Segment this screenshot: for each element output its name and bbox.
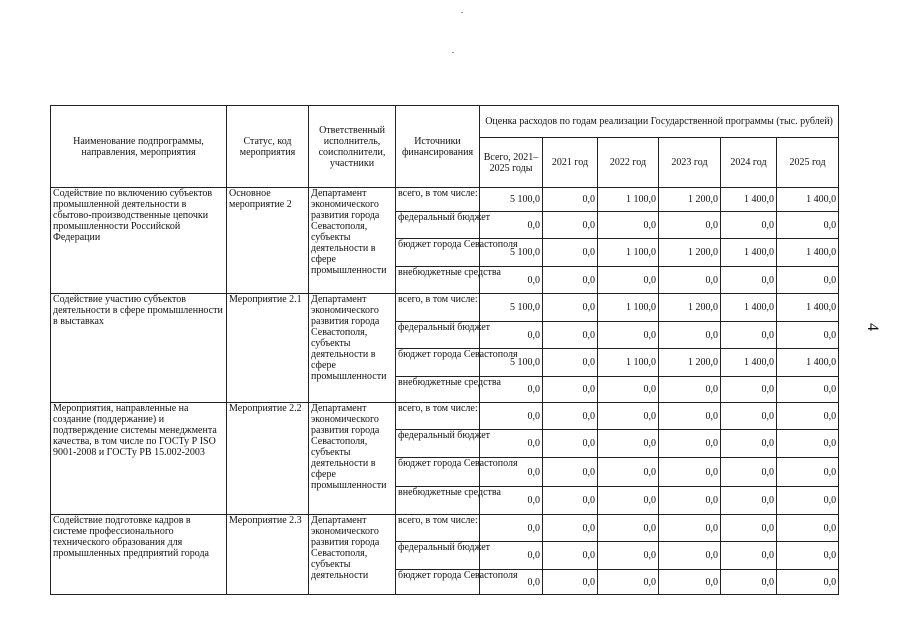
header-name: Наименование подпрограммы, направления, мероприятия — [51, 106, 227, 188]
funding-source: внебюджетные средства — [396, 377, 480, 403]
cost-value: 0,0 — [721, 542, 777, 570]
cost-value: 5 100,0 — [480, 239, 543, 267]
header-responsible: Ответственный исполнитель, соисполнители, участники — [309, 106, 396, 188]
cost-value: 0,0 — [777, 430, 839, 458]
page-number: 4 — [864, 323, 881, 331]
table-row — [51, 515, 839, 542]
cost-value: 0,0 — [480, 267, 543, 294]
funding-source: всего, в том числе: — [396, 515, 480, 542]
cost-value: 0,0 — [721, 212, 777, 239]
cost-value: 1 100,0 — [598, 239, 659, 267]
cost-value: 0,0 — [777, 570, 839, 595]
cost-value: 0,0 — [598, 570, 659, 595]
cost-value: 0,0 — [777, 267, 839, 294]
funding-source: бюджет города Севастополя — [396, 458, 480, 487]
cost-value: 0,0 — [480, 458, 543, 487]
cost-value: 5 100,0 — [480, 188, 543, 212]
funding-source: бюджет города Севастополя — [396, 570, 480, 595]
header-row — [51, 106, 839, 138]
cost-value: 5 100,0 — [480, 294, 543, 322]
cost-value: 1 100,0 — [598, 294, 659, 322]
cost-value: 0,0 — [777, 212, 839, 239]
funding-source: всего, в том числе: — [396, 188, 480, 212]
budget-table — [50, 105, 839, 595]
cost-value: 0,0 — [659, 458, 721, 487]
header-year: Всего, 2021–2025 годы — [480, 138, 543, 188]
cost-value: 0,0 — [480, 487, 543, 515]
funding-source: федеральный бюджет — [396, 430, 480, 458]
cost-value: 1 400,0 — [721, 239, 777, 267]
cost-value: 0,0 — [659, 212, 721, 239]
cost-value: 0,0 — [721, 487, 777, 515]
funding-source: федеральный бюджет — [396, 322, 480, 349]
measure-name: Содействие подготовке кадров в системе профессионального технического образования для промышленных предприятий города — [51, 515, 227, 595]
header-year: 2024 год — [721, 138, 777, 188]
scan-speck — [452, 52, 454, 53]
cost-value: 0,0 — [543, 542, 598, 570]
cost-value: 0,0 — [777, 458, 839, 487]
cost-value: 1 200,0 — [659, 349, 721, 377]
cost-value: 0,0 — [721, 430, 777, 458]
cost-value: 1 200,0 — [659, 294, 721, 322]
cost-value: 0,0 — [659, 542, 721, 570]
measure-responsible: Департамент экономического развития города Севастополя, субъекты деятельности в сфере промышленности — [309, 403, 396, 515]
cost-value: 5 100,0 — [480, 349, 543, 377]
funding-source: федеральный бюджет — [396, 542, 480, 570]
cost-value: 0,0 — [777, 403, 839, 430]
cost-value: 0,0 — [543, 458, 598, 487]
funding-source: федеральный бюджет — [396, 212, 480, 239]
funding-source: бюджет города Севастополя — [396, 349, 480, 377]
cost-value: 0,0 — [543, 403, 598, 430]
cost-value: 0,0 — [659, 403, 721, 430]
cost-value: 0,0 — [543, 570, 598, 595]
cost-value: 0,0 — [543, 322, 598, 349]
measure-responsible: Департамент экономического развития города Севастополя, субъекты деятельности в сфере промышленности — [309, 294, 396, 403]
cost-value: 0,0 — [543, 267, 598, 294]
funding-source: бюджет города Севастополя — [396, 239, 480, 267]
cost-value: 0,0 — [659, 487, 721, 515]
cost-value: 0,0 — [543, 515, 598, 542]
cost-value: 0,0 — [543, 188, 598, 212]
cost-value: 0,0 — [598, 267, 659, 294]
cost-value: 0,0 — [543, 212, 598, 239]
cost-value: 0,0 — [543, 430, 598, 458]
header-source: Источники финансирования — [396, 106, 480, 188]
cost-value: 0,0 — [659, 430, 721, 458]
table-row — [51, 188, 839, 212]
cost-value: 0,0 — [543, 487, 598, 515]
cost-value: 1 200,0 — [659, 188, 721, 212]
cost-value: 0,0 — [598, 515, 659, 542]
cost-value: 0,0 — [598, 377, 659, 403]
cost-value: 0,0 — [543, 239, 598, 267]
cost-value: 0,0 — [598, 487, 659, 515]
cost-value: 1 400,0 — [777, 188, 839, 212]
cost-value: 0,0 — [721, 322, 777, 349]
cost-value: 0,0 — [598, 458, 659, 487]
measure-name: Содействие участию субъектов деятельности в сфере промышленности в выставках — [51, 294, 227, 403]
cost-value: 0,0 — [598, 430, 659, 458]
cost-value: 0,0 — [721, 377, 777, 403]
cost-value: 0,0 — [543, 294, 598, 322]
cost-value: 0,0 — [721, 403, 777, 430]
table-row — [51, 294, 839, 322]
cost-value: 0,0 — [659, 570, 721, 595]
cost-value: 1 100,0 — [598, 349, 659, 377]
header-status: Статус, код мероприятия — [227, 106, 309, 188]
cost-value: 0,0 — [777, 377, 839, 403]
table-row — [51, 403, 839, 430]
header-year: 2022 год — [598, 138, 659, 188]
cost-value: 0,0 — [721, 458, 777, 487]
cost-value: 0,0 — [480, 403, 543, 430]
cost-value: 0,0 — [659, 377, 721, 403]
header-cost: Оценка расходов по годам реализации Государственной программы (тыс. рублей) — [480, 106, 839, 138]
cost-value: 0,0 — [659, 515, 721, 542]
funding-source: всего, в том числе: — [396, 294, 480, 322]
measure-name: Содействие по включению субъектов промышленной деятельности в сбытово-производственные цепочки промышленности Российской Федерации — [51, 188, 227, 294]
cost-value: 0,0 — [659, 267, 721, 294]
cost-value: 0,0 — [480, 542, 543, 570]
funding-source: внебюджетные средства — [396, 487, 480, 515]
cost-value: 0,0 — [598, 212, 659, 239]
cost-value: 0,0 — [659, 322, 721, 349]
cost-value: 0,0 — [598, 322, 659, 349]
cost-value: 0,0 — [777, 542, 839, 570]
cost-value: 0,0 — [721, 267, 777, 294]
cost-value: 1 100,0 — [598, 188, 659, 212]
cost-value: 1 400,0 — [777, 239, 839, 267]
cost-value: 0,0 — [598, 542, 659, 570]
cost-value: 1 400,0 — [721, 294, 777, 322]
cost-value: 1 400,0 — [777, 294, 839, 322]
measure-responsible: Департамент экономического развития города Севастополя, субъекты деятельности — [309, 515, 396, 595]
cost-value: 0,0 — [777, 487, 839, 515]
measure-status: Мероприятие 2.1 — [227, 294, 309, 403]
cost-value: 0,0 — [480, 515, 543, 542]
cost-value: 0,0 — [480, 377, 543, 403]
cost-value: 0,0 — [777, 322, 839, 349]
cost-value: 0,0 — [721, 515, 777, 542]
cost-value: 0,0 — [480, 570, 543, 595]
cost-value: 0,0 — [480, 430, 543, 458]
table-body — [51, 188, 839, 595]
header-year: 2025 год — [777, 138, 839, 188]
funding-source: внебюджетные средства — [396, 267, 480, 294]
measure-name: Мероприятия, направленные на создание (поддержание) и подтверждение системы менеджмента качества, в том числе по ГОСТу Р ISO 9001-2008 и ГОСТу РВ 15.002-2003 — [51, 403, 227, 515]
cost-value: 0,0 — [480, 322, 543, 349]
header-year: 2021 год — [543, 138, 598, 188]
cost-value: 1 400,0 — [777, 349, 839, 377]
cost-value: 0,0 — [480, 212, 543, 239]
measure-status: Мероприятие 2.2 — [227, 403, 309, 515]
cost-value: 0,0 — [721, 570, 777, 595]
cost-value: 0,0 — [543, 349, 598, 377]
cost-value: 1 200,0 — [659, 239, 721, 267]
header-year: 2023 год — [659, 138, 721, 188]
cost-value: 0,0 — [598, 403, 659, 430]
scan-speck — [461, 12, 463, 13]
cost-value: 1 400,0 — [721, 188, 777, 212]
measure-responsible: Департамент экономического развития города Севастополя, субъекты деятельности в сфере промышленности — [309, 188, 396, 294]
funding-source: всего, в том числе: — [396, 403, 480, 430]
cost-value: 0,0 — [543, 377, 598, 403]
measure-status: Основное мероприятие 2 — [227, 188, 309, 294]
measure-status: Мероприятие 2.3 — [227, 515, 309, 595]
cost-value: 0,0 — [777, 515, 839, 542]
cost-value: 1 400,0 — [721, 349, 777, 377]
